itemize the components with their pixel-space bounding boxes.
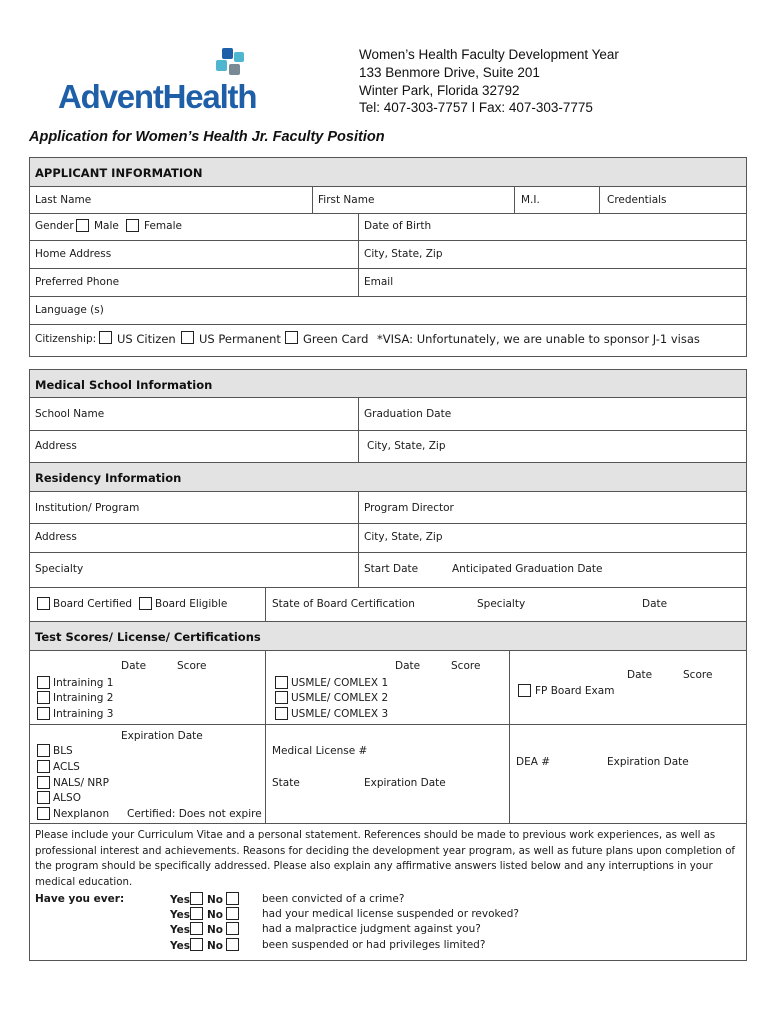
section-heading-tests: Test Scores/ License/ Certifications [35, 630, 261, 644]
start-date-label: Start Date [364, 563, 419, 575]
question-text: had a malpractice judgment against you? [262, 923, 481, 935]
mi-label: M.I. [521, 194, 540, 206]
email-label: Email [364, 276, 394, 288]
dea-label: DEA # [516, 756, 551, 768]
no-label: No [207, 909, 224, 921]
cert-expiration-label: Expiration Date [121, 730, 203, 742]
q3-yes-checkbox[interactable] [190, 922, 203, 935]
gender-male-checkbox[interactable] [76, 219, 89, 232]
no-label: No [207, 924, 224, 936]
logo [58, 48, 308, 118]
phone-label: Preferred Phone [35, 276, 120, 288]
credentials-label: Credentials [607, 194, 667, 206]
intraining-2-label: Intraining 2 [53, 692, 114, 704]
board-date-label: Date [642, 598, 668, 610]
also-checkbox[interactable] [37, 791, 50, 804]
logo-wordmark: AdventHealth [58, 78, 257, 115]
fp-score-label: Score [683, 669, 713, 681]
medical-license-label: Medical License # [272, 745, 368, 757]
statement-paragraph: Please include your Curriculum Vitae and a personal statement. References should be made to previous work experiences, as well as professional interest and achievements. Reasons for deciding the development year program, as well as future plans upon completion of the program should be specifically addressed. Please also explain any affirmative answers listed below and any interruptions in your medical education. [35, 830, 736, 888]
intraining-1-checkbox[interactable] [37, 676, 50, 689]
specialty-label: Specialty [35, 563, 84, 575]
address-line: 133 Benmore Drive, Suite 201 [359, 65, 540, 80]
graduation-date-label: Graduation Date [364, 408, 452, 420]
intraining-3-label: Intraining 3 [53, 708, 114, 720]
nexplanon-checkbox[interactable] [37, 807, 50, 820]
usmle-1-checkbox[interactable] [275, 676, 288, 689]
usmle-date-label: Date [395, 660, 421, 672]
male-label: Male [94, 220, 119, 232]
home-address-label: Home Address [35, 248, 112, 260]
board-certified-label: Board Certified [53, 598, 133, 610]
q2-yes-checkbox[interactable] [190, 907, 203, 920]
yes-label: Yes [170, 924, 191, 936]
school-name-label: School Name [35, 408, 105, 420]
residency-city-state-zip-label: City, State, Zip [364, 531, 443, 543]
no-label: No [207, 894, 224, 906]
female-label: Female [144, 220, 182, 232]
us-citizen-label: US Citizen [117, 332, 176, 346]
license-expiration-label: Expiration Date [364, 777, 446, 789]
intraining-date-label: Date [121, 660, 147, 672]
board-eligible-label: Board Eligible [155, 598, 228, 610]
address-line: Tel: 407-303-7757 ǀ Fax: 407-303-7775 [359, 100, 593, 115]
green-card-label: Green Card [303, 332, 369, 346]
usmle-1-label: USMLE/ COMLEX 1 [291, 677, 389, 689]
nals-nrp-checkbox[interactable] [37, 776, 50, 789]
yes-label: Yes [170, 909, 191, 921]
section-heading-medical-school: Medical School Information [35, 378, 213, 392]
usmle-3-label: USMLE/ COMLEX 3 [291, 708, 389, 720]
gender-female-checkbox[interactable] [126, 219, 139, 232]
visa-note: *VISA: Unfortunately, we are unable to sponsor J-1 visas [377, 332, 700, 346]
question-text: been suspended or had privileges limited? [262, 939, 486, 951]
fp-date-label: Date [627, 669, 653, 681]
q1-yes-checkbox[interactable] [190, 892, 203, 905]
question-text: had your medical license suspended or revoked? [262, 908, 519, 920]
state-board-label: State of Board Certification [272, 598, 415, 610]
q4-no-checkbox[interactable] [226, 938, 239, 951]
institution-label: Institution/ Program [35, 502, 140, 514]
us-permanent-label: US Permanent [199, 332, 281, 346]
us-citizen-checkbox[interactable] [99, 331, 112, 344]
school-city-state-zip-label: City, State, Zip [367, 440, 446, 452]
form-title: Application for Women’s Health Jr. Faculty Position [29, 129, 385, 145]
school-address-label: Address [35, 440, 77, 452]
intraining-3-checkbox[interactable] [37, 707, 50, 720]
first-name-label: First Name [318, 194, 375, 206]
q1-no-checkbox[interactable] [226, 892, 239, 905]
language-label: Language (s) [35, 304, 104, 316]
last-name-label: Last Name [35, 194, 92, 206]
q3-no-checkbox[interactable] [226, 922, 239, 935]
no-label: No [207, 940, 224, 952]
have-you-ever-label: Have you ever: [35, 893, 125, 905]
acls-checkbox[interactable] [37, 760, 50, 773]
section-heading-residency: Residency Information [35, 471, 182, 485]
bls-checkbox[interactable] [37, 744, 50, 757]
fp-board-checkbox[interactable] [518, 684, 531, 697]
license-state-label: State [272, 777, 300, 789]
dea-expiration-label: Expiration Date [607, 756, 689, 768]
also-label: ALSO [53, 792, 81, 804]
usmle-2-checkbox[interactable] [275, 691, 288, 704]
fp-board-label: FP Board Exam [535, 685, 615, 697]
city-state-zip-label: City, State, Zip [364, 248, 443, 260]
question-text: been convicted of a crime? [262, 893, 405, 905]
nexplanon-label: Nexplanon [53, 808, 110, 820]
anticipated-graduation-label: Anticipated Graduation Date [452, 563, 603, 575]
usmle-score-label: Score [451, 660, 481, 672]
address-line: Winter Park, Florida 32792 [359, 83, 520, 98]
certified-note: Certified: Does not expire [127, 808, 262, 820]
bls-label: BLS [53, 745, 73, 757]
board-eligible-checkbox[interactable] [139, 597, 152, 610]
citizenship-label: Citizenship: [35, 333, 97, 345]
yes-label: Yes [170, 894, 191, 906]
nals-nrp-label: NALS/ NRP [53, 777, 109, 789]
intraining-score-label: Score [177, 660, 207, 672]
address-line: Women’s Health Faculty Development Year [359, 47, 619, 62]
program-director-label: Program Director [364, 502, 454, 514]
intraining-1-label: Intraining 1 [53, 677, 114, 689]
intraining-2-checkbox[interactable] [37, 691, 50, 704]
gender-label: Gender [35, 220, 74, 232]
q4-yes-checkbox[interactable] [190, 938, 203, 951]
board-certified-checkbox[interactable] [37, 597, 50, 610]
us-permanent-checkbox[interactable] [181, 331, 194, 344]
q2-no-checkbox[interactable] [226, 907, 239, 920]
section-heading-applicant: APPLICANT INFORMATION [35, 166, 203, 180]
residency-address-label: Address [35, 531, 77, 543]
usmle-3-checkbox[interactable] [275, 707, 288, 720]
green-card-checkbox[interactable] [285, 331, 298, 344]
board-specialty-label: Specialty [477, 598, 526, 610]
acls-label: ACLS [53, 761, 80, 773]
dob-label: Date of Birth [364, 220, 432, 232]
yes-label: Yes [170, 940, 191, 952]
usmle-2-label: USMLE/ COMLEX 2 [291, 692, 389, 704]
